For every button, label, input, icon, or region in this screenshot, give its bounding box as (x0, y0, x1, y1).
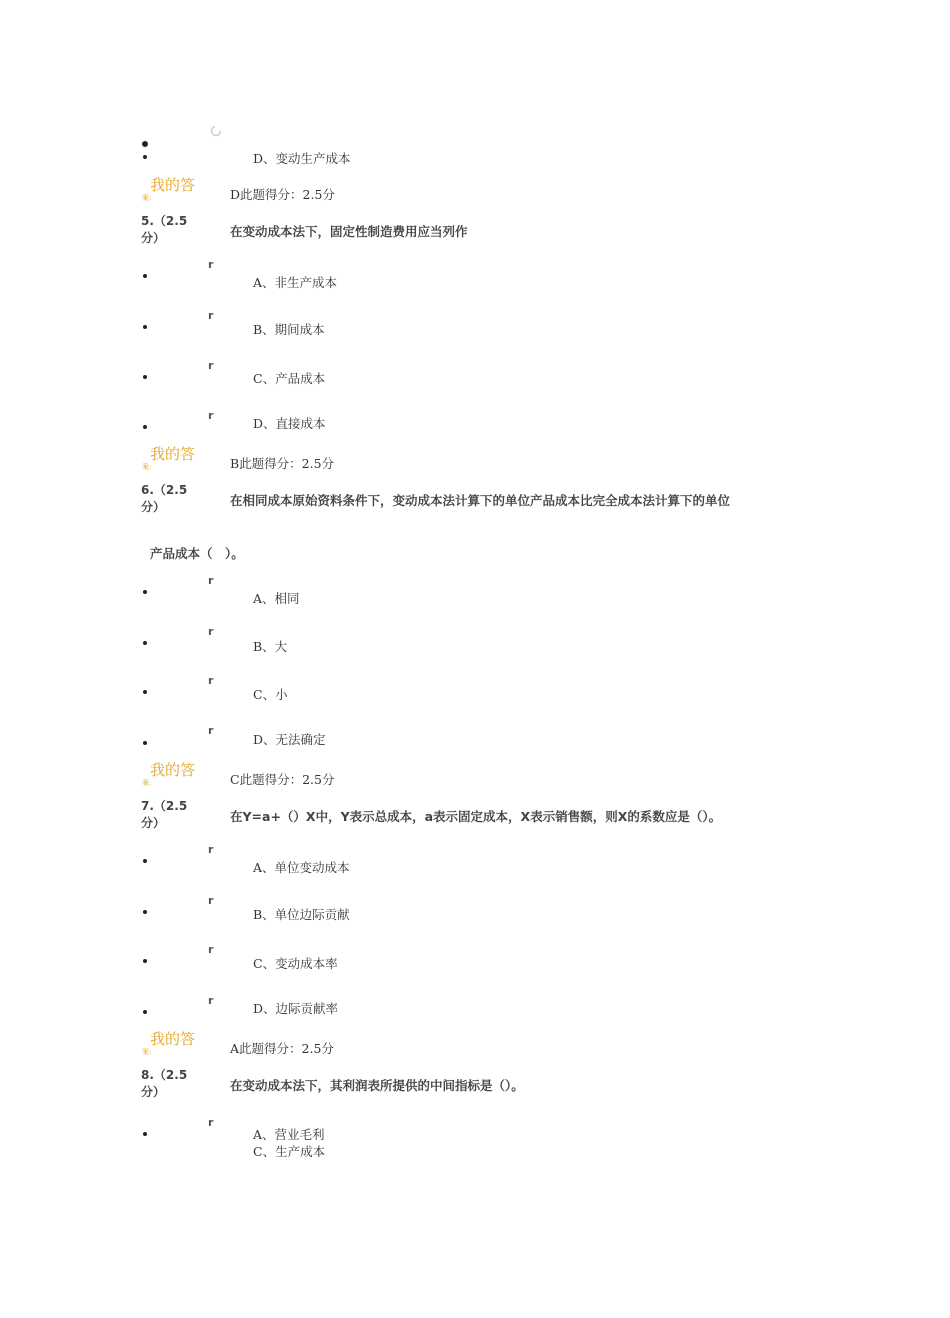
radio-icon[interactable]: r (208, 574, 214, 587)
my-answer-sub: 案: (142, 779, 152, 787)
score-line: C此题得分：2.5分 (230, 772, 335, 787)
list-bullet (143, 1010, 147, 1014)
score-line: A此题得分：2.5分 (230, 1041, 334, 1056)
loading-spinner-icon (210, 125, 222, 137)
list-bullet (143, 325, 147, 329)
option-d[interactable]: D、直接成本 (253, 416, 326, 431)
score-line: B此题得分：2.5分 (230, 456, 335, 471)
radio-icon[interactable]: r (208, 843, 214, 856)
list-bullet (143, 741, 147, 745)
list-bullet (143, 690, 147, 694)
list-bullet (143, 859, 147, 863)
list-bullet (142, 141, 148, 147)
question-text: 在Y=a+（）X中，Y表示总成本，a表示固定成本，X表示销售额，则X的系数应是（）。 (230, 809, 722, 824)
option-d[interactable]: D、无法确定 (253, 732, 326, 747)
list-bullet (143, 375, 147, 379)
list-bullet (143, 425, 147, 429)
question-number: 6.（2.5 分） (141, 483, 188, 514)
list-bullet (143, 155, 147, 159)
question-number: 7.（2.5 分） (141, 799, 188, 830)
radio-icon[interactable]: r (208, 943, 214, 956)
radio-icon[interactable]: r (208, 258, 214, 271)
list-bullet (143, 910, 147, 914)
option-a[interactable]: A、单位变动成本 (253, 860, 350, 875)
option-a[interactable]: A、非生产成本 (253, 275, 338, 290)
radio-icon[interactable]: r (208, 724, 214, 737)
my-answer-label: 我的答 (150, 761, 196, 779)
list-bullet (143, 1132, 147, 1136)
option-a[interactable]: A、相同 (253, 591, 300, 606)
option-d: D、变动生产成本 (253, 151, 351, 166)
list-bullet (143, 959, 147, 963)
option-c[interactable]: C、变动成本率 (253, 956, 338, 971)
question-text: 在相同成本原始资料条件下，变动成本法计算下的单位产品成本比完全成本法计算下的单位 (230, 493, 731, 508)
my-answer-label: 我的答 (150, 1030, 196, 1048)
radio-icon[interactable]: r (208, 674, 214, 687)
option-a[interactable]: A、营业毛利 (253, 1127, 325, 1142)
question-number: 8.（2.5 分） (141, 1068, 188, 1099)
option-b[interactable]: B、大 (253, 639, 288, 654)
radio-icon[interactable]: r (208, 1116, 214, 1129)
radio-icon[interactable]: r (208, 409, 214, 422)
option-d[interactable]: D、边际贡献率 (253, 1001, 339, 1016)
my-answer-label: 我的答 (150, 176, 196, 194)
list-bullet (143, 590, 147, 594)
option-c[interactable]: C、小 (253, 687, 288, 702)
option-b[interactable]: B、单位边际贡献 (253, 907, 350, 922)
option-c[interactable]: C、产品成本 (253, 371, 326, 386)
option-b[interactable]: B、期间成本 (253, 322, 325, 337)
radio-icon[interactable]: r (208, 994, 214, 1007)
list-bullet (143, 641, 147, 645)
my-answer-sub: 案: (142, 194, 152, 202)
my-answer-label: 我的答 (150, 445, 196, 463)
question-text: 在变动成本法下，固定性制造费用应当列作 (230, 224, 468, 239)
list-bullet (143, 274, 147, 278)
radio-icon[interactable]: r (208, 359, 214, 372)
question-text: 在变动成本法下，其利润表所提供的中间指标是（）。 (230, 1078, 524, 1093)
option-c[interactable]: C、生产成本 (253, 1144, 326, 1159)
my-answer-sub: 案: (142, 1048, 152, 1056)
radio-icon[interactable]: r (208, 894, 214, 907)
my-answer-sub: 案: (142, 463, 152, 471)
question-number: 5.（2.5 分） (141, 214, 188, 245)
score-line: D此题得分：2.5分 (230, 187, 335, 202)
radio-icon[interactable]: r (208, 309, 214, 322)
question-text-continued: 产品成本（ ）。 (150, 546, 244, 561)
radio-icon[interactable]: r (208, 625, 214, 638)
